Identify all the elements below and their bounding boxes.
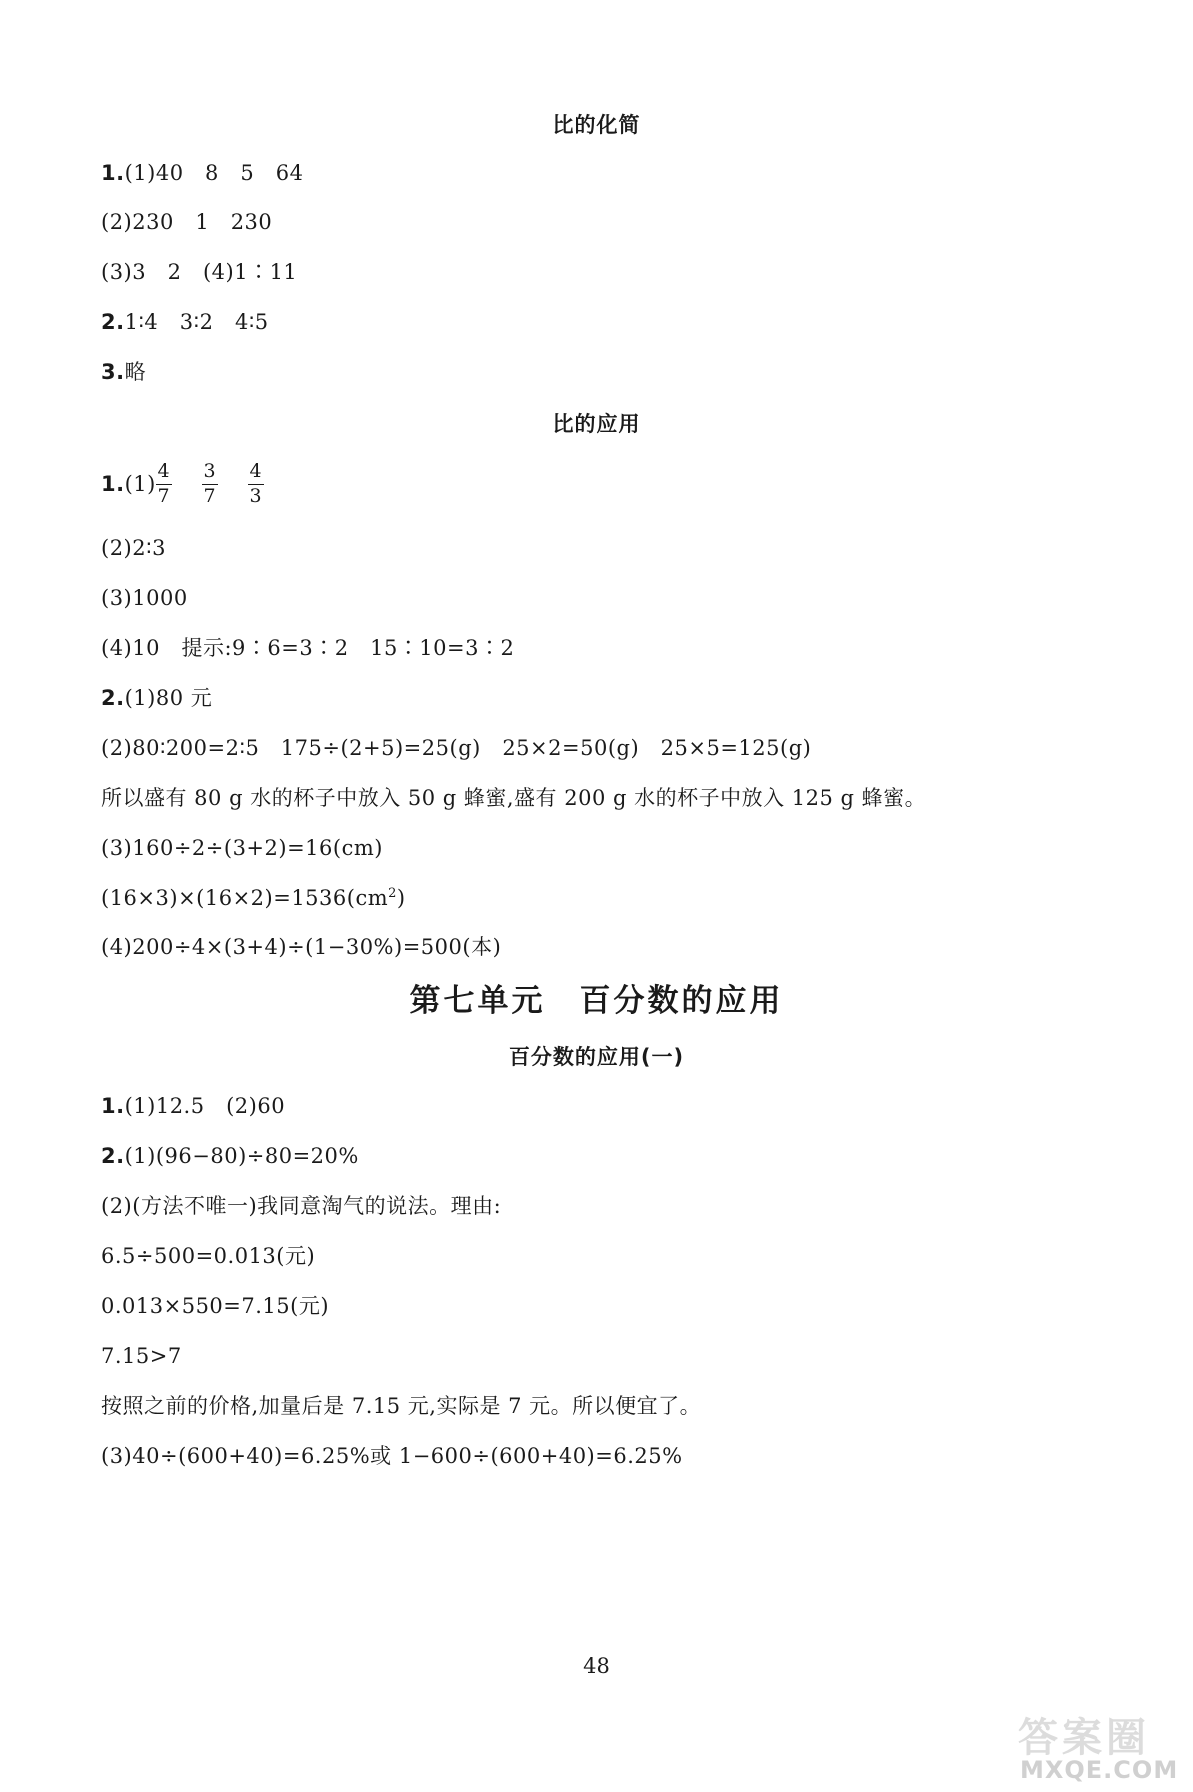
section-title-percent-1: 百分数的应用(一): [508, 1045, 685, 1069]
simplify-q1-line3: (3)3 2 (4)1∶11: [101, 260, 298, 284]
apply-q2-line3: 所以盛有 80 g 水的杯子中放入 50 g 蜂蜜,盛有 200 g 水的杯子中放入 125 g 蜂蜜。: [101, 786, 927, 810]
simplify-q1-line1: [101, 163, 304, 184]
question-number: 1.: [101, 1094, 125, 1118]
unit-title: 第七单元 百分数的应用: [409, 983, 784, 1019]
watermark-bottom-text: MXQE.COM: [1020, 1756, 1179, 1784]
section-title-apply: 比的应用: [552, 412, 641, 436]
apply-q1-line4: (4)10 提示:9∶6=3∶2 15∶10=3∶2: [101, 636, 515, 660]
apply-q1-line2: (2)2∶3: [101, 536, 166, 560]
fraction-denominator: 7: [203, 484, 217, 507]
percent-q2-line5: 7.15>7: [101, 1344, 182, 1368]
simplify-q1-line2: (2)230 1 230: [101, 210, 273, 234]
percent-q1: [101, 1096, 285, 1117]
fraction-4-3: [248, 462, 264, 507]
answer-text: (1)(96−80)÷80=20%: [124, 1144, 359, 1168]
apply-q1-line3: (3)1000: [101, 586, 188, 610]
watermark-logo: [1010, 1706, 1185, 1788]
watermark-top-text: 答案圈: [1018, 1715, 1150, 1761]
percent-q2-line7: (3)40÷(600+40)=6.25%或 1−600÷(600+40)=6.25%: [101, 1444, 683, 1468]
section-title-simplify: 比的化简: [552, 113, 641, 137]
fraction-denominator: 3: [249, 484, 263, 507]
page-number: 48: [583, 1654, 610, 1678]
fraction-4-7: [156, 462, 172, 507]
question-number: 2.: [101, 686, 125, 710]
simplify-q2: [101, 312, 269, 333]
apply-q2-line2: (2)80∶200=2∶5 175÷(2+5)=25(g) 25×2=50(g) 25×5=125(g): [101, 736, 812, 760]
superscript: 2: [388, 886, 397, 901]
answer-text: (1)40 8 5 64: [124, 161, 304, 185]
answer-text: ): [396, 886, 406, 910]
answer-prefix: (1): [124, 471, 156, 496]
question-number: 2.: [101, 310, 125, 334]
percent-q2-line6: 按照之前的价格,加量后是 7.15 元,实际是 7 元。所以便宜了。: [101, 1394, 702, 1418]
simplify-q3: [101, 362, 146, 383]
apply-q2-line1: [101, 688, 212, 709]
question-number: 3.: [101, 360, 125, 384]
question-number: 1.: [101, 471, 125, 496]
fraction-numerator: 4: [249, 460, 263, 482]
answer-text: 1∶4 3∶2 4∶5: [124, 310, 269, 334]
percent-q2-line3: 6.5÷500=0.013(元): [101, 1244, 316, 1268]
answer-text: (16×3)×(16×2)=1536(cm: [101, 886, 389, 910]
apply-q2-line4: (3)160÷2÷(3+2)=16(cm): [101, 836, 383, 860]
answer-text: (1)80 元: [124, 686, 213, 710]
apply-q1-line1: [101, 462, 294, 507]
answer-text: 略: [124, 360, 147, 384]
fraction-3-7: [202, 462, 218, 507]
question-number: 1.: [101, 161, 125, 185]
fraction-numerator: 4: [157, 460, 171, 482]
question-number: 2.: [101, 1144, 125, 1168]
percent-q2-line2: (2)(方法不唯一)我同意淘气的说法。理由:: [101, 1194, 502, 1218]
apply-q2-line6: (4)200÷4×(3+4)÷(1−30%)=500(本): [101, 935, 502, 959]
percent-q2-line4: 0.013×550=7.15(元): [101, 1294, 330, 1318]
percent-q2-line1: [101, 1146, 359, 1167]
fraction-numerator: 3: [203, 460, 217, 482]
answer-text: (1)12.5 (2)60: [124, 1094, 286, 1118]
fraction-denominator: 7: [157, 484, 171, 507]
apply-q2-line5: [101, 887, 406, 909]
